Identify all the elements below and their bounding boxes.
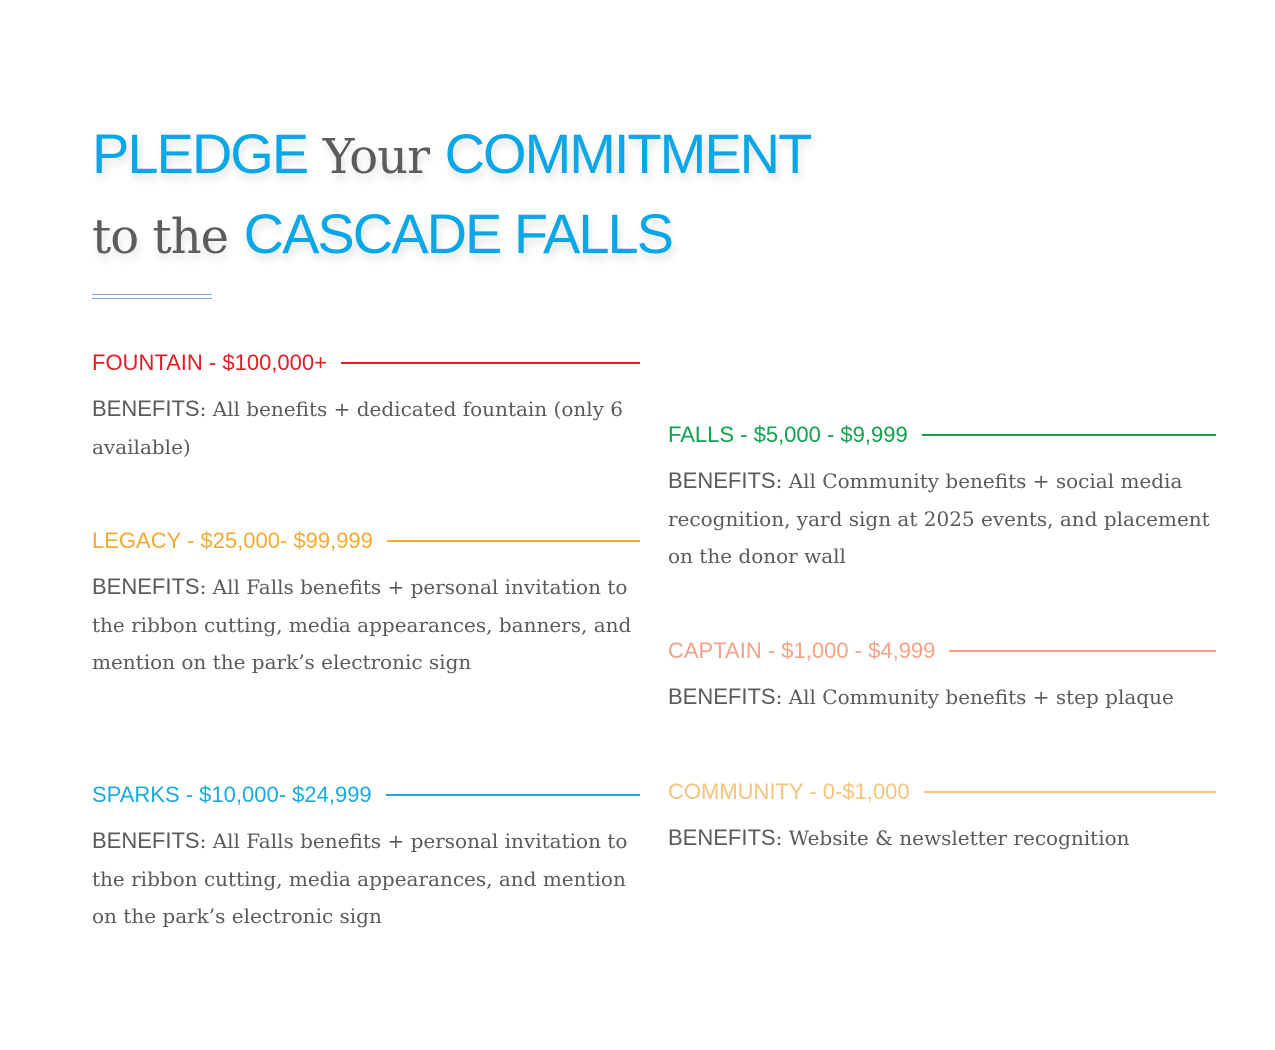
benefits-text: : All Community benefits + social media recognition, yard sign at 2025 events, and placement on the donor wall — [668, 469, 1210, 568]
tier-rule — [922, 434, 1216, 436]
benefits-text: : Website & newsletter recognition — [775, 826, 1130, 850]
tier-name: FALLS - $5,000 - $9,999 — [668, 422, 908, 447]
tier-name: COMMUNITY - 0-$1,000 — [668, 779, 910, 804]
tier-legacy — [92, 526, 640, 682]
tier-name: LEGACY - $25,000- $99,999 — [92, 528, 373, 553]
benefits-label: BENEFITS — [92, 574, 200, 599]
title-your: Your — [322, 129, 430, 185]
benefits-label: BENEFITS — [92, 396, 200, 421]
benefits-label: BENEFITS — [668, 468, 776, 493]
tier-rule — [386, 794, 640, 796]
tier-benefits — [92, 390, 640, 466]
title-divider — [92, 294, 212, 299]
benefits-text: : All benefits + dedicated fountain (only 6 available) — [92, 397, 624, 459]
benefits-text: : All Falls benefits + personal invitation to the ribbon cutting, media appearances, and mention on the park’s electronic sign — [92, 829, 628, 928]
benefits-text: : All Falls benefits + personal invitation to the ribbon cutting, media appearances, banners, and mention on the park’s electronic sign — [92, 575, 632, 674]
tier-community — [668, 777, 1216, 858]
tier-name: SPARKS - $10,000- $24,999 — [92, 782, 372, 807]
tier-benefits — [668, 462, 1216, 576]
title-pledge: PLEDGE — [92, 122, 308, 185]
tier-sparks — [92, 780, 640, 936]
tier-name: FOUNTAIN - $100,000+ — [92, 350, 327, 375]
tier-captain — [668, 636, 1216, 717]
benefits-label: BENEFITS — [668, 825, 776, 850]
tier-fountain — [92, 348, 640, 466]
title-commitment: COMMITMENT — [444, 122, 811, 185]
tier-falls — [668, 420, 1216, 576]
title-cascade-falls: CASCADE FALLS — [243, 202, 673, 265]
title-line-1 — [92, 122, 811, 185]
tier-rule — [924, 791, 1216, 793]
benefits-text: : All Community benefits + step plaque — [775, 685, 1174, 709]
benefits-label: BENEFITS — [92, 828, 200, 853]
tier-rule — [341, 362, 640, 364]
tier-benefits — [92, 822, 640, 936]
benefits-label: BENEFITS — [668, 684, 776, 709]
tier-benefits — [668, 678, 1216, 717]
tier-benefits — [92, 568, 640, 682]
tier-rule — [949, 650, 1216, 652]
tier-name: CAPTAIN - $1,000 - $4,999 — [668, 638, 936, 663]
tier-benefits — [668, 819, 1216, 858]
title-to-the: to the — [92, 209, 229, 265]
title-line-2 — [92, 202, 673, 265]
tier-rule — [387, 540, 640, 542]
